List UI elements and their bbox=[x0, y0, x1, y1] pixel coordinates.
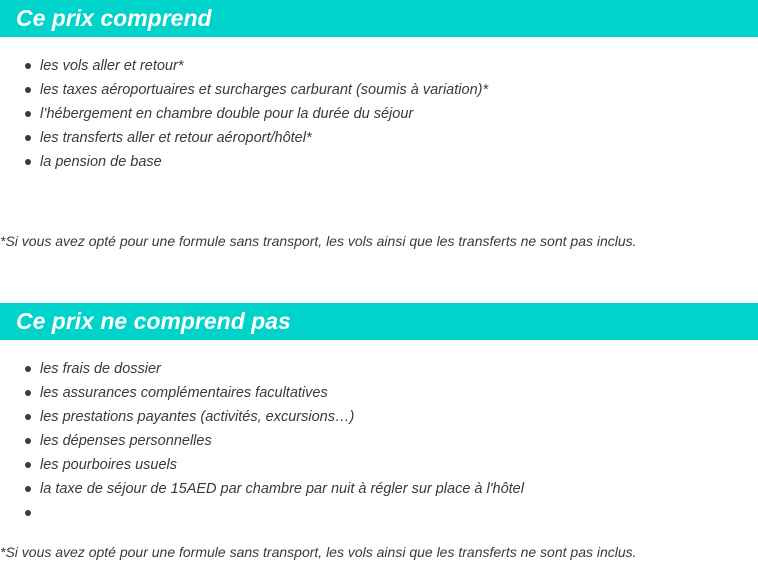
list-item bbox=[0, 477, 524, 501]
bullet-icon bbox=[25, 87, 31, 93]
bullet-icon bbox=[25, 438, 31, 444]
included-list bbox=[0, 54, 488, 174]
list-item bbox=[0, 357, 524, 381]
list-item bbox=[0, 405, 524, 429]
list-item-text: les pourboires usuels bbox=[40, 457, 178, 473]
list-item bbox=[0, 102, 488, 126]
list-item-text: les transferts aller et retour aéroport/hôtel* bbox=[40, 130, 312, 146]
list-item-text: les vols aller et retour* bbox=[40, 58, 184, 74]
list-item-text: l’hébergement en chambre double pour la durée du séjour bbox=[40, 106, 414, 122]
bullet-icon bbox=[25, 510, 31, 516]
bullet-icon bbox=[25, 366, 31, 372]
excluded-list bbox=[0, 357, 524, 525]
list-item bbox=[0, 501, 524, 525]
list-item-text: les assurances complémentaires facultatives bbox=[40, 385, 328, 401]
excluded-section-title: Ce prix ne comprend pas bbox=[0, 303, 758, 340]
list-item bbox=[0, 429, 524, 453]
included-footnote: *Si vous avez opté pour une formule sans transport, les vols ainsi que les transferts ne sont pas inclus. bbox=[0, 233, 637, 249]
list-item bbox=[0, 78, 488, 102]
bullet-icon bbox=[25, 414, 31, 420]
list-item bbox=[0, 381, 524, 405]
included-section-title: Ce prix comprend bbox=[0, 0, 758, 37]
bullet-icon bbox=[25, 390, 31, 396]
list-item-text: les prestations payantes (activités, excursions…) bbox=[40, 409, 355, 425]
bullet-icon bbox=[25, 462, 31, 468]
bullet-icon bbox=[25, 159, 31, 165]
list-item-text: les dépenses personnelles bbox=[40, 433, 212, 449]
list-item-text: la taxe de séjour de 15AED par chambre par nuit à régler sur place à l'hôtel bbox=[40, 481, 524, 497]
bullet-icon bbox=[25, 63, 31, 69]
list-item-text: les taxes aéroportuaires et surcharges carburant (soumis à variation)* bbox=[40, 82, 489, 98]
list-item bbox=[0, 126, 488, 150]
bullet-icon bbox=[25, 486, 31, 492]
list-item-text: la pension de base bbox=[40, 154, 162, 170]
list-item bbox=[0, 453, 524, 477]
list-item-text: les frais de dossier bbox=[40, 361, 161, 377]
list-item bbox=[0, 150, 488, 174]
bullet-icon bbox=[25, 111, 31, 117]
list-item bbox=[0, 54, 488, 78]
bullet-icon bbox=[25, 135, 31, 141]
excluded-footnote: *Si vous avez opté pour une formule sans transport, les vols ainsi que les transferts ne sont pas inclus. bbox=[0, 544, 637, 560]
